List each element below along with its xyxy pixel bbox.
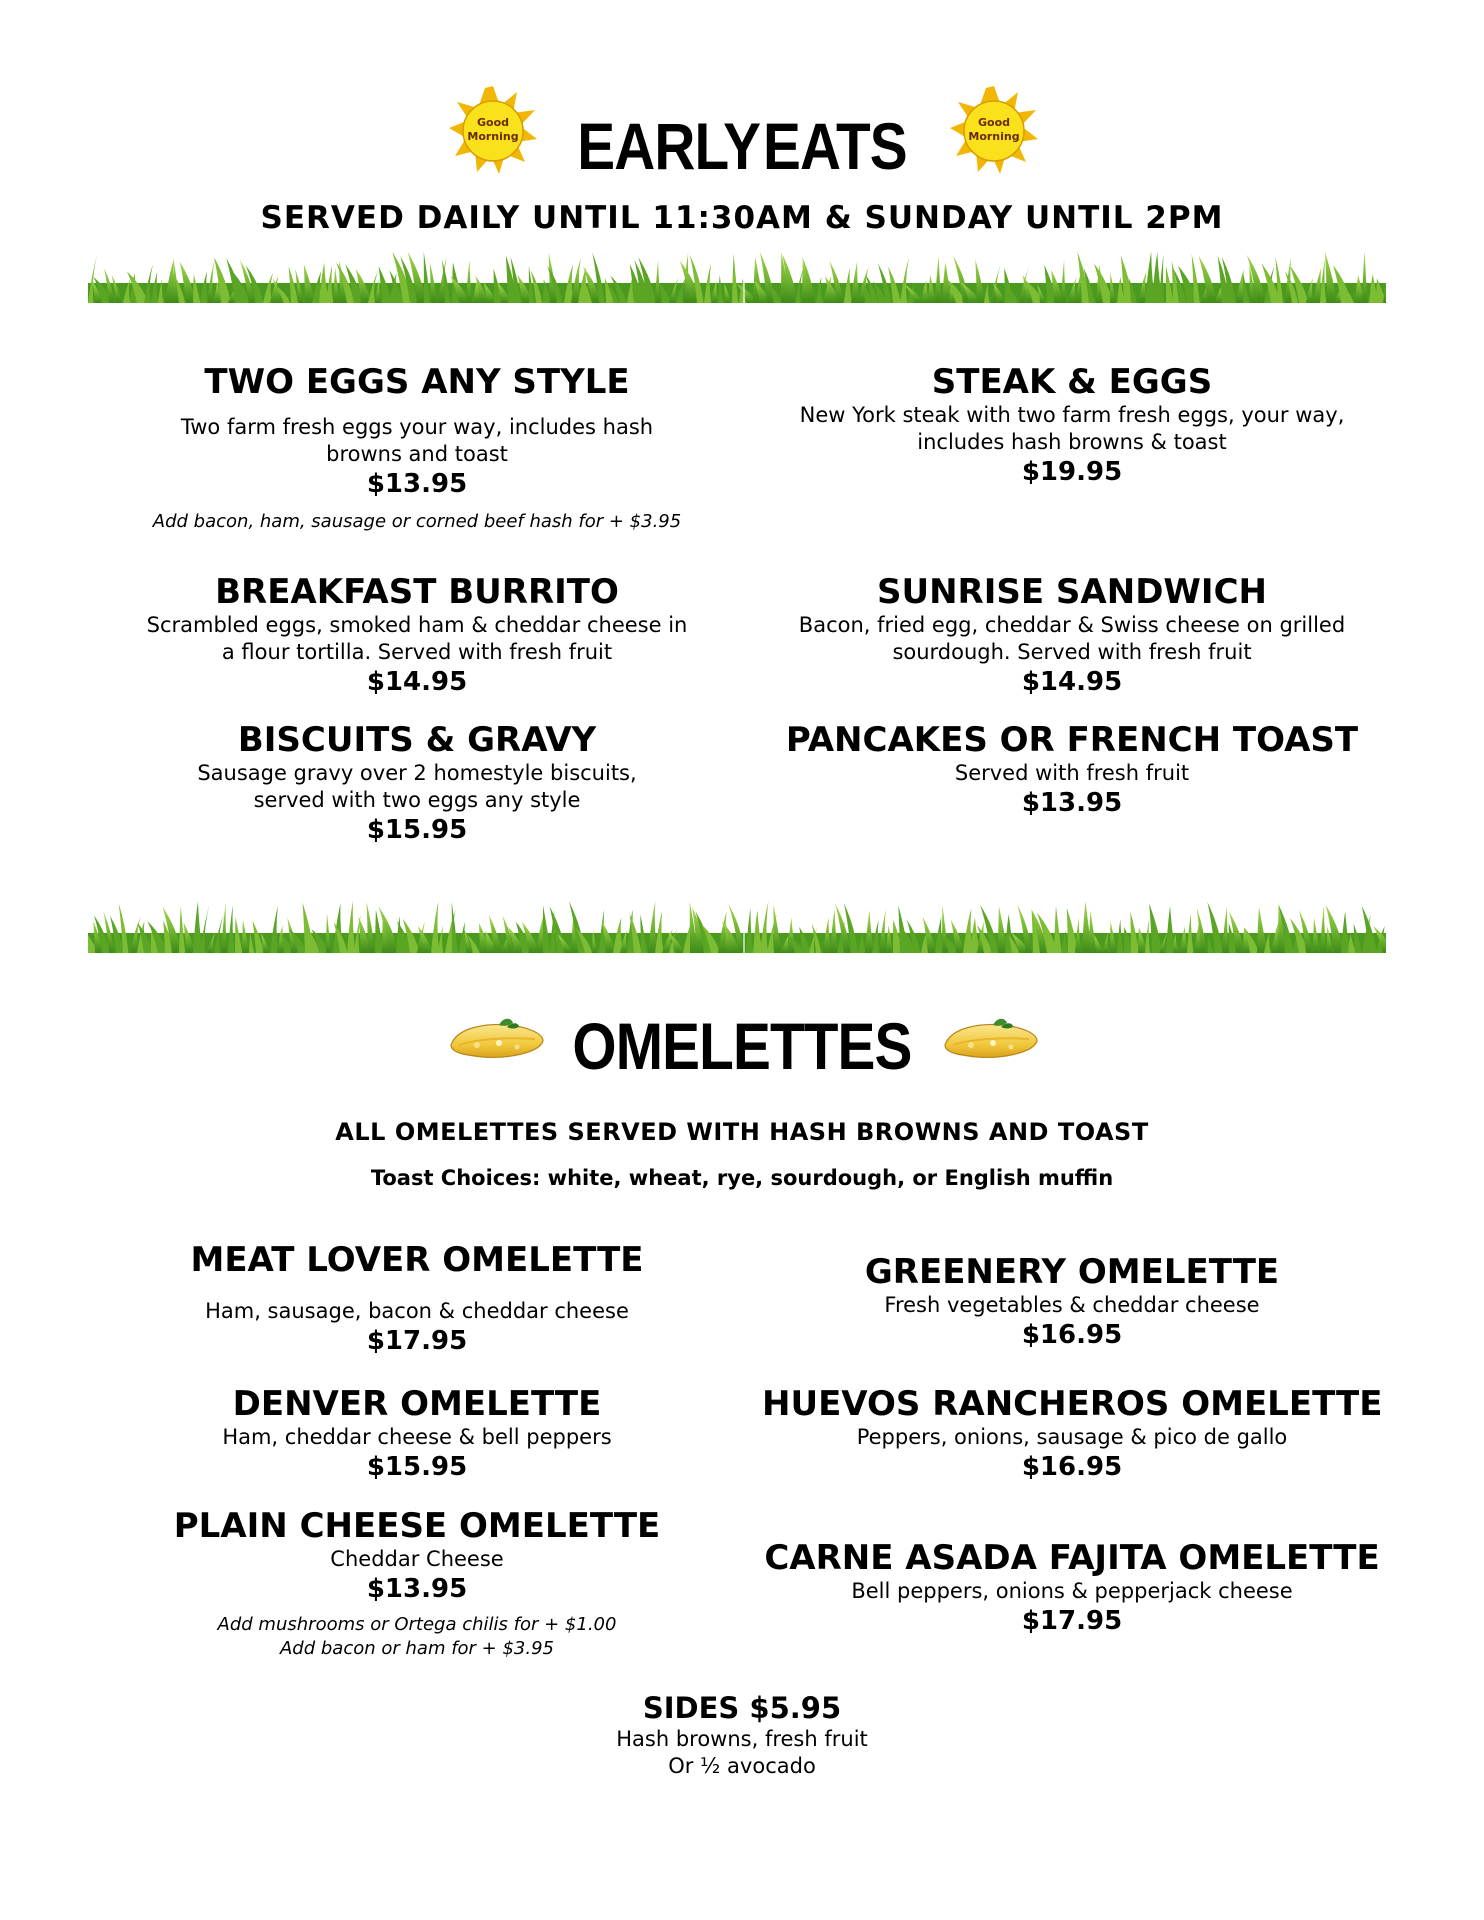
svg-text:Morning: Morning [467,130,519,143]
item-description: Ham, sausage, bacon & cheddar cheese [205,1299,629,1323]
item-name: HUEVOS RANCHEROS OMELETTE [762,1384,1383,1424]
item-price: $13.95 [366,469,468,499]
menu-item-plain-cheese [107,1506,727,1661]
menu-item-pancakes-french-toast [762,720,1382,819]
item-price: $13.95 [1021,788,1123,818]
menu-item-carne-asada [762,1538,1382,1637]
svg-text:Morning: Morning [968,130,1020,143]
omelette-icon [447,1015,547,1065]
early-eats-title [542,108,942,184]
menu-item-biscuits-gravy [107,720,727,846]
menu-item-steak-eggs [762,362,1382,488]
omelette-image-right [941,1015,1041,1065]
item-name: BISCUITS & GRAVY [237,720,597,760]
item-name: TWO EGGS ANY STYLE [204,362,630,402]
item-description: Fresh vegetables & cheddar cheese [884,1293,1260,1317]
item-description: Cheddar Cheese [330,1547,504,1571]
item-price: $15.95 [366,815,468,845]
sides-line-1: Hash browns, fresh fruit [616,1727,868,1751]
menu-item-denver [107,1384,727,1483]
item-description: Sausage gravy over 2 homestyle biscuits, served with two eggs any style [197,761,637,812]
title-early: EARLY [577,109,761,183]
item-name: BREAKFAST BURRITO [215,572,619,612]
sides-line-2: Or ½ avocado [668,1754,816,1778]
omelette-icon [941,1015,1041,1065]
item-price: $19.95 [1021,457,1123,487]
item-name: PLAIN CHEESE OMELETTE [173,1506,661,1546]
svg-text:Good: Good [476,116,510,129]
item-price: $14.95 [366,667,468,697]
item-price: $17.95 [1021,1606,1123,1636]
item-price: $17.95 [366,1326,468,1356]
good-morning-badge-left [447,84,539,176]
item-description: Scrambled eggs, smoked ham & cheddar cheese in a flour tortilla. Served with fresh fruit [146,613,688,664]
item-description: Peppers, onions, sausage & pico de gallo [856,1425,1288,1449]
sun-icon [447,84,539,176]
menu-item-meat-lover [107,1240,727,1357]
menu-item-huevos-rancheros [762,1384,1382,1483]
item-name: GREENERY OMELETTE [864,1252,1280,1292]
item-name: PANCAKES OR FRENCH TOAST [785,720,1359,760]
grass-divider-top [88,243,1386,303]
item-name: DENVER OMELETTE [232,1384,602,1424]
omelettes-title: OMELETTES [572,1009,912,1083]
svg-text:Good: Good [977,116,1011,129]
item-price: $15.95 [366,1452,468,1482]
item-note: Add bacon, ham, sausage or corned beef hash for + $3.95 [152,511,682,532]
item-description: Ham, cheddar cheese & bell peppers [222,1425,612,1449]
item-name: CARNE ASADA FAJITA OMELETTE [764,1538,1380,1578]
item-price: $16.95 [1021,1452,1123,1482]
menu-item-breakfast-burrito [107,572,727,698]
item-note: Add bacon or ham for + $3.95 [279,1638,555,1659]
omelette-image-left [447,1015,547,1065]
sides-title: SIDES $5.95 [642,1691,842,1725]
omelettes-info: ALL OMELETTES SERVED WITH HASH BROWNS AND TOAST [335,1118,1149,1146]
menu-item-greenery [762,1252,1382,1351]
good-morning-badge-right [948,84,1040,176]
item-name: SUNRISE SANDWICH [877,572,1267,612]
item-description: Bacon, fried egg, cheddar & Swiss cheese on grilled sourdough. Served with fresh fruit [798,613,1346,664]
item-price: $14.95 [1021,667,1123,697]
toast-choices: Toast Choices: white, wheat, rye, sourdough, or English muffin [370,1166,1114,1190]
sides-section [442,1690,1042,1780]
title-eats: EATS [763,109,907,183]
sun-icon [948,84,1040,176]
early-eats-subtitle: SERVED DAILY UNTIL 11:30AM & SUNDAY UNTIL 2PM [260,200,1224,236]
item-note: Add mushrooms or Ortega chilis for + $1.00 [217,1614,617,1635]
item-price: $13.95 [366,1574,468,1604]
item-description: Served with fresh fruit [954,761,1190,785]
item-description: New York steak with two farm fresh eggs, your way, includes hash browns & toast [799,403,1345,454]
item-price: $16.95 [1021,1320,1123,1350]
grass-divider-middle [88,893,1386,953]
menu-item-sunrise-sandwich [762,572,1382,698]
menu-item-two-eggs [107,362,727,534]
item-name: MEAT LOVER OMELETTE [190,1240,644,1280]
item-name: STEAK & EGGS [931,362,1213,402]
item-description: Two farm fresh eggs your way, includes hash browns and toast [180,415,654,466]
item-description: Bell peppers, onions & pepperjack cheese [851,1579,1293,1603]
